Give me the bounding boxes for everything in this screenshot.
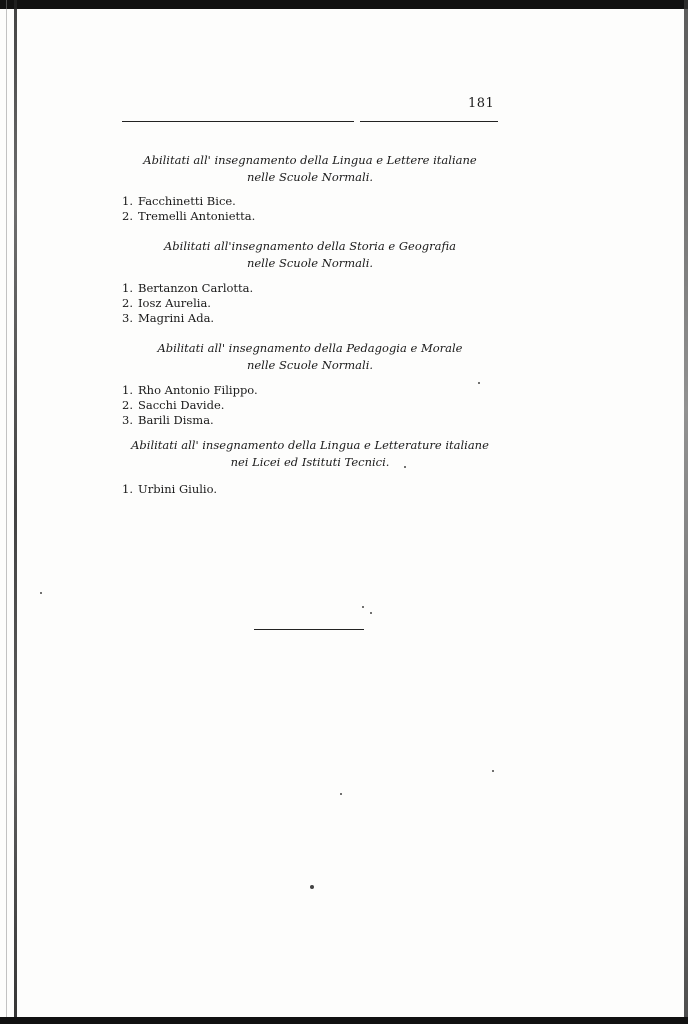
scan-edge-right (684, 0, 688, 1024)
header-rule-left (122, 121, 354, 122)
section-heading (122, 152, 498, 186)
list-item (122, 296, 253, 311)
section-heading (122, 238, 498, 272)
list-item-name: Magrini Ada. (138, 311, 215, 325)
header-rule-right (360, 121, 498, 122)
scan-speck (310, 885, 314, 889)
section-heading-line: Abilitati all' insegnamento della Lingua e Lettere italiane (143, 153, 477, 167)
list-item-name: Urbini Giulio. (138, 482, 217, 496)
scan-edge-left-thin (6, 0, 7, 1024)
list-item (122, 281, 253, 296)
list-item-number: 1. (122, 482, 133, 496)
list-item-number: 3. (122, 413, 133, 427)
section-heading-line: nelle Scuole Normali. (246, 358, 374, 372)
list-item-number: 2. (122, 209, 133, 223)
list-item-name: Bertanzon Carlotta. (138, 281, 254, 295)
list-item-name: Tremelli Antonietta. (138, 209, 256, 223)
scan-speck (492, 770, 494, 772)
scan-speck (40, 592, 42, 594)
section-heading (122, 437, 498, 471)
list-item (122, 194, 255, 209)
list-item-name: Sacchi Davide. (138, 398, 225, 412)
list-item (122, 482, 217, 497)
section-heading-line: Abilitati all' insegnamento della Pedagogia e Morale (157, 341, 463, 355)
page-number: 181 (468, 96, 495, 111)
section-heading-line: nei Licei ed Istituti Tecnici. (230, 455, 390, 469)
scan-speck (362, 606, 364, 608)
closing-rule (254, 629, 364, 630)
list-item (122, 209, 255, 224)
name-list (122, 281, 253, 326)
scan-speck (370, 612, 372, 614)
list-item-name: Facchinetti Bice. (138, 194, 236, 208)
list-item (122, 398, 258, 413)
scan-edge-bottom (0, 1017, 688, 1024)
scan-speck (478, 382, 480, 384)
list-item-number: 2. (122, 296, 133, 310)
scan-edge-left (14, 0, 17, 1024)
list-item-number: 1. (122, 194, 133, 208)
section-heading-line: Abilitati all' insegnamento della Lingua e Letterature italiane (131, 438, 489, 452)
scan-speck (340, 793, 342, 795)
section-heading-line: nelle Scuole Normali. (246, 256, 374, 270)
section-heading (122, 340, 498, 374)
list-item-number: 1. (122, 383, 133, 397)
list-item (122, 383, 258, 398)
name-list (122, 194, 255, 224)
list-item-name: Barili Disma. (138, 413, 214, 427)
name-list (122, 383, 258, 428)
scan-edge-top (0, 0, 688, 9)
name-list (122, 482, 217, 497)
list-item-name: Rho Antonio Filippo. (138, 383, 258, 397)
list-item-number: 2. (122, 398, 133, 412)
list-item-name: Iosz Aurelia. (138, 296, 211, 310)
section-heading-line: nelle Scuole Normali. (246, 170, 374, 184)
list-item-number: 3. (122, 311, 133, 325)
section-heading-line: Abilitati all'insegnamento della Storia e Geografia (163, 239, 456, 253)
list-item (122, 413, 258, 428)
list-item (122, 311, 253, 326)
list-item-number: 1. (122, 281, 133, 295)
